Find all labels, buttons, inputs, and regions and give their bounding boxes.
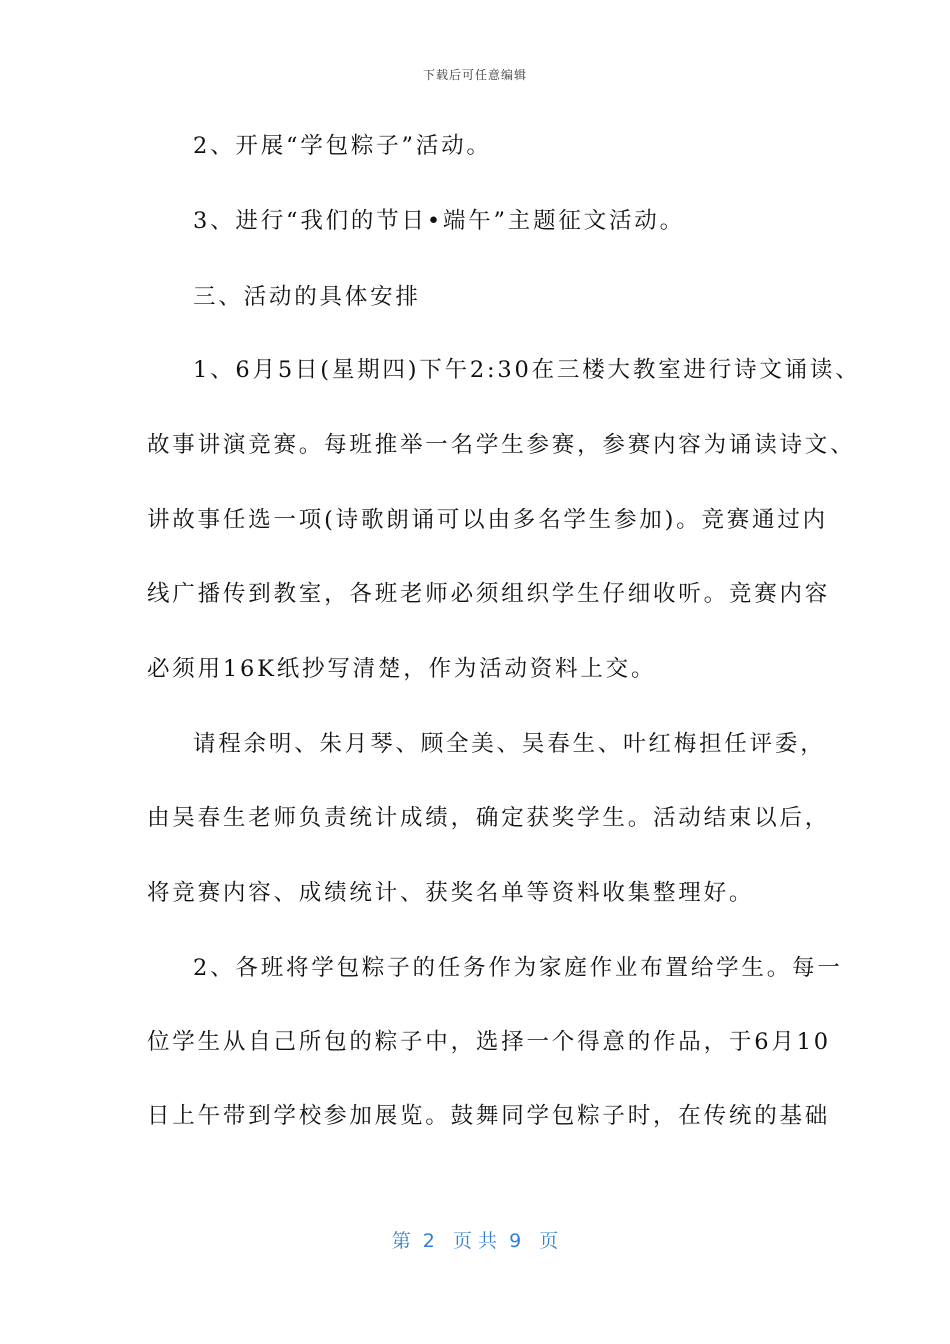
text-line: 2、开展“学包粽子”活动。: [193, 133, 492, 159]
page-number-footer: 第 2 页 共 9 页: [391, 1230, 559, 1252]
text-line: 将竞赛内容、成绩统计、获奖名单等资料收集整理好。: [147, 880, 755, 906]
text-line: 线广播传到教室，各班老师必须组织学生仔细收听。竞赛内容: [147, 581, 831, 607]
text-line: 位学生从自己所包的粽子中，选择一个得意的作品，于6月10: [147, 1029, 831, 1055]
text-line: 讲故事任选一项(诗歌朗诵可以由多名学生参加)。竞赛通过内: [147, 507, 828, 533]
text-line: 1、6月5日(星期四)下午2:30在三楼大教室进行诗文诵读、: [193, 357, 861, 383]
text-line: 2、各班将学包粽子的任务作为家庭作业布置给学生。每一: [193, 955, 843, 981]
page-header: 下载后可任意编辑: [422, 68, 527, 82]
text-line: 必须用16K纸抄写清楚，作为活动资料上交。: [147, 656, 657, 682]
section-heading: 三、活动的具体安排: [193, 284, 421, 310]
text-line: 请程余明、朱月琴、顾全美、吴春生、叶红梅担任评委，: [193, 731, 826, 757]
text-line: 由吴春生老师负责统计成绩，确定获奖学生。活动结束以后，: [147, 805, 831, 831]
text-line: 3、进行“我们的节日•端午”主题征文活动。: [193, 208, 685, 234]
text-line: 日上午带到学校参加展览。鼓舞同学包粽子时，在传统的基础: [147, 1103, 831, 1129]
text-line: 故事讲演竞赛。每班推举一名学生参赛，参赛内容为诵读诗文、: [147, 432, 856, 458]
